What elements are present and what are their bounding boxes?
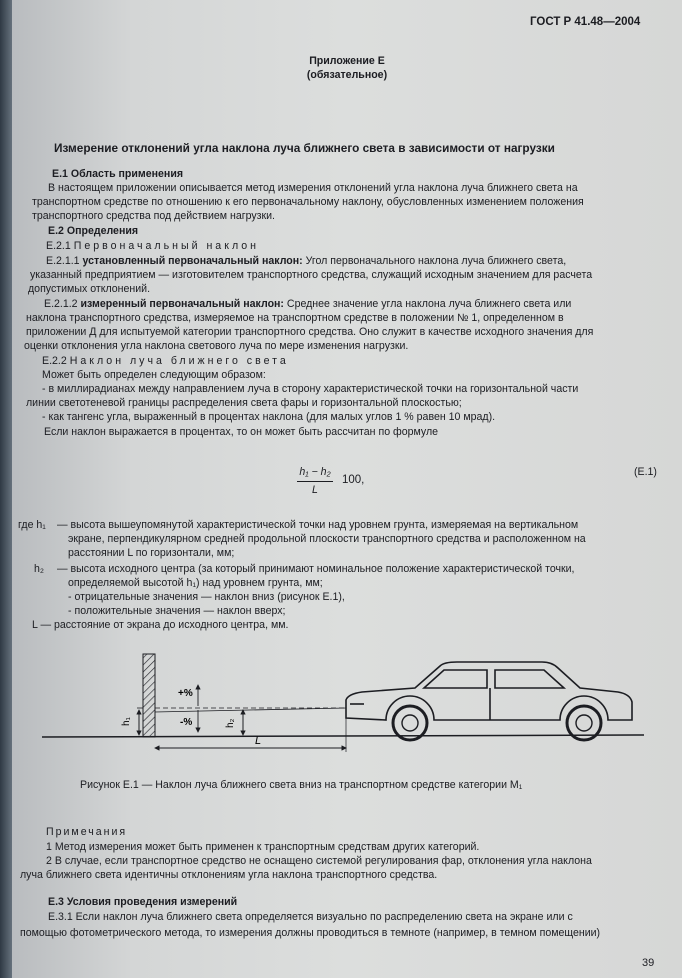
formula-denominator: L [312,484,318,496]
formula-multiplier: 100, [342,474,365,486]
document-page [12,0,682,978]
e212-first-line [44,298,571,311]
e22-line [42,355,289,368]
formula-numerator: h₁ − h₂ [299,466,331,478]
beam-line [155,708,346,712]
formula-number: (Е.1) [634,466,657,478]
e212-line: оценки отклонения угла наклона светового луча по мере изменения нагрузки. [24,340,409,352]
e22-line: Может быть определен следующим образом: [42,369,266,381]
figure-caption: Рисунок Е.1 — Наклон луча ближнего света вниз на транспортном средстве категории M₁ [80,779,523,791]
e21-title: Первоначальный наклон [73,240,259,252]
e22-line: линии светотеневой границы распределения света фары и горизонтальной плоскостью; [26,397,462,409]
note-line: 1 Метод измерения может быть применен к транспортным средствам других категорий. [46,841,480,853]
section-e1-line: В настоящем приложении описывается метод измерения отклонений угла наклона луча ближнего света на [48,182,578,194]
minus-percent-label: -% [180,717,193,728]
e211-line: указанный предприятием — изготовителем транспортного средства, служащий исходным значением для расчета [30,269,593,281]
e212-text: Среднее значение угла наклона луча ближнего света или [286,298,572,310]
ground-line [42,735,644,737]
e212-line: приложении Д для испытуемой категории транспортного средства. Оно служит в качестве исходного значения для [26,326,594,338]
l-label: L [255,735,262,747]
e212-term: измеренный первоначальный наклон: [80,298,284,310]
standard-header: ГОСТ Р 41.48—2004 [530,16,641,28]
section-e3-line: помощью фотометрического метода, то измерения должны проводиться в темноте (например, в темном помещении) [20,927,601,939]
where-h1-label: где h₁ [18,519,46,531]
section-e3-line: Е.3.1 Если наклон луча ближнего света определяется визуально по распределению света на экране или с [48,911,573,923]
car-m1-outline [346,662,632,720]
notes-heading: Примечания [46,826,128,838]
main-title: Измерение отклонений угла наклона луча ближнего света в зависимости от нагрузки [54,141,555,155]
where-h1-line: расстоянии L по горизонтали, мм; [68,547,235,559]
where-h2-line: — высота исходного центра (за который принимают номинальное положение характеристической точки, [57,563,575,575]
e211-text: Угол первоначального наклона луча ближнего света, [305,255,567,267]
e22-line: Если наклон выражается в процентах, то он может быть рассчитан по формуле [44,426,439,438]
e211-line: допустимых отклонений. [28,283,151,295]
where-h2-line: - положительные значения — наклон вверх; [68,605,286,617]
note-line: 2 В случае, если транспортное средство не оснащено системой регулирования фар, отклонения угла наклона [46,855,592,867]
e22-line: - как тангенс угла, выраженный в процентах наклона (для малых углов 1 % равен 10 мрад). [42,411,496,423]
e22-number: Е.2.2 [42,355,67,367]
where-h2-line: - отрицательные значения — наклон вниз (рисунок Е.1), [68,591,345,603]
section-e1-heading: Е.1 Область применения [52,168,184,180]
e211-number: Е.2.1.1 [46,255,80,267]
e212-line: наклона транспортного средства, измеряемое на транспортном средстве в положении № 1, определенном в [26,312,564,324]
appendix-title: Приложение Е [309,55,385,67]
h1-label: h₁ [121,717,132,726]
e211-term: установленный первоначальный наклон: [82,255,303,267]
e212-number: Е.2.1.2 [44,298,78,310]
where-h2-label: h₂ [34,563,45,575]
e211-first-line [46,255,566,268]
appendix-status: (обязательное) [306,69,388,81]
section-e1-line: транспортном средстве по отношению к его первоначальному наклону, обусловленных изменением положения [32,196,584,208]
h2-label: h₂ [225,718,236,728]
page-number: 39 [642,957,655,969]
where-h2-line: определяемой высотой h₁) над уровнем грунта, мм; [68,577,323,589]
e21-line [46,240,259,253]
figure-e1-diagram [12,640,682,770]
e22-line: - в миллирадианах между направлением луча в сторону характеристической точки на горизонтальной части [42,383,579,395]
where-l-line: L — расстояние от экрана до исходного центра, мм. [32,619,289,631]
section-e2-heading: Е.2 Определения [48,225,139,237]
screen-wall [143,654,155,737]
plus-percent-label: +% [178,688,193,699]
formula-fraction-bar [297,481,333,482]
e21-number: Е.2.1 [46,240,71,252]
e22-title: Наклон луча ближнего света [69,355,289,367]
note-line: луча ближнего света идентичны отклонениям угла наклона транспортного средства. [20,869,438,881]
section-e3-heading: Е.3 Условия проведения измерений [48,896,238,908]
where-h1-line: экране, перпендикулярном средней продольной плоскости транспортного средства и расположенном на [68,533,586,545]
section-e1-line: транспортного средства под действием нагрузки. [32,210,276,222]
where-h1-line: — высота вышеупомянутой характеристической точки над уровнем грунта, измеряемая на вертикальном [57,519,579,531]
